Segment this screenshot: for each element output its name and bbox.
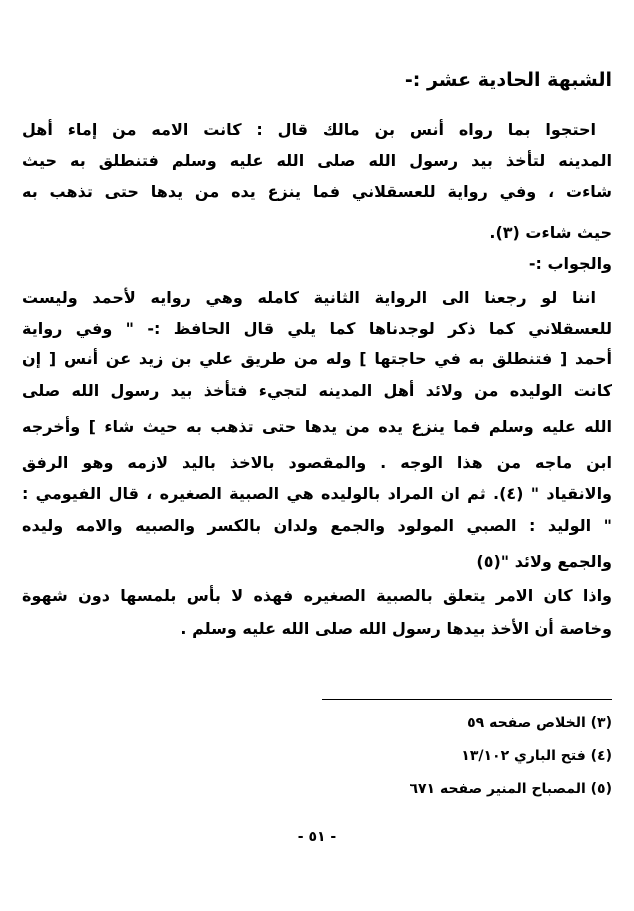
- body-line-14: والجمع ولائد "(٥): [476, 552, 612, 571]
- body-line-1: احتجوا بما رواه أنس بن مالك قال : كانت الامه من إماء أهل: [22, 120, 596, 139]
- body-line-13: " الوليد : الصبي المولود والجمع ولدان بالكسر والصبيه والامه وليده: [22, 516, 612, 535]
- body-line-15: واذا كان الامر يتعلق بالصبية الصغيره فهذه لا بأس بلمسها دون شهوة: [22, 586, 612, 605]
- body-line-3: شاءت ، وفي رواية للعسقلاني فما ينزع يده من يدها حتى تذهب به: [22, 182, 612, 201]
- body-line-16: وخاصة أن الأخذ بيدها رسول الله صلى الله عليه وسلم .: [180, 619, 612, 638]
- footnote-divider: [322, 699, 612, 700]
- page-number: - ٥١ -: [297, 829, 337, 845]
- body-line-11: ابن ماجه من هذا الوجه . والمقصود بالاخذ باليد لازمه وهو الرفق: [22, 453, 612, 472]
- section-heading: الشبهة الحادية عشر :-: [404, 69, 612, 91]
- body-line-12: والانقياد " (٤). ثم ان المراد بالوليده هي الصبية الصغيره ، قال الفيومي :: [22, 484, 612, 503]
- body-line-6: اننا لو رجعنا الى الرواية الثانية كامله وهي روايه لأحمد وليست: [22, 288, 596, 307]
- body-line-4: حيث شاءت (٣).: [489, 223, 612, 242]
- footnote-4: (٤) فتح الباري ١٣/١٠٢: [461, 748, 612, 764]
- body-line-9: كانت الوليده من ولائد أهل المدينه لتجيء فتأخذ بيد رسول الله صلى: [22, 381, 612, 400]
- footnote-5: (٥) المصباح المنير صفحه ٦٧١: [409, 781, 612, 797]
- answer-heading: والجواب :-: [528, 254, 612, 273]
- body-line-8: أحمد [ فتنطلق به في حاجتها ] وله من طريق علي بن زيد عن أنس [ إن: [22, 349, 612, 368]
- footnote-3: (٣) الخلاص صفحه ٥٩: [467, 715, 612, 731]
- body-line-7: للعسقلاني كما ذكر لوجدناها كما يلي قال الحافظ :- " وفي رواية: [22, 319, 612, 338]
- body-line-2: المدينه لتأخذ بيد رسول الله صلى الله عليه وسلم فتنطلق به حيث: [22, 151, 612, 170]
- body-line-10: الله عليه وسلم فما ينزع يده من يدها حتى تذهب به حيث شاء ] وأخرجه: [22, 417, 612, 436]
